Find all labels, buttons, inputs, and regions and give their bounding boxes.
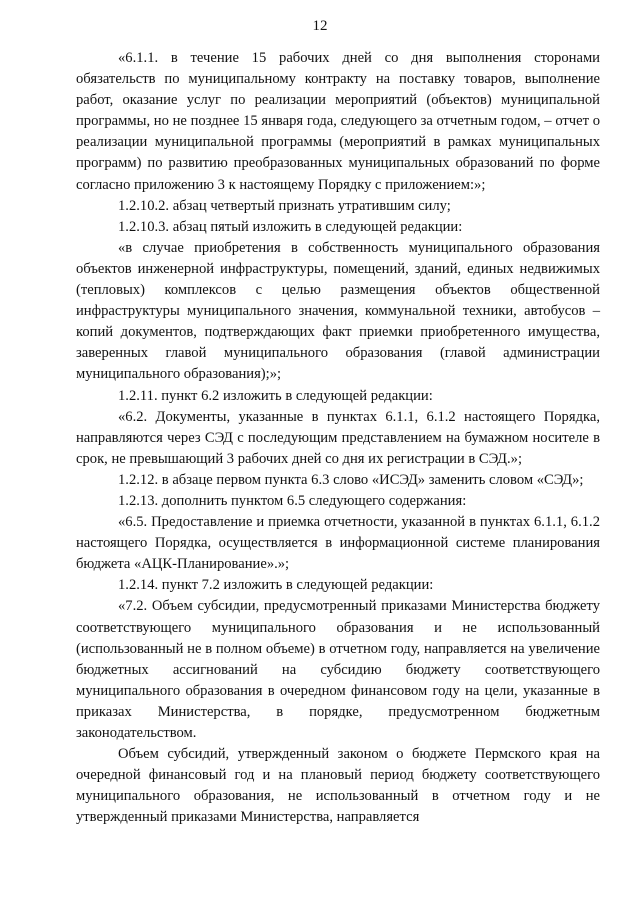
paragraph-7-2: «7.2. Объем субсидии, предусмотренный приказами Министерства бюджету соответствующего муниципального образования и не использованный (использованный не в полном объеме) в отчетном году, направляется на увеличение бюджетных ассигнований на субсидию бюджету соответствующего муниципального образования в очередном финансовом году на цели, указанные в приказах Министерства, в порядке, предусмотренном бюджетным законодательством. xyxy=(76,598,600,741)
paragraph-quote-acquisition: «в случае приобретения в собственность муниципального образования объектов инженерной инфраструктуры, помещений, зданий, единых недвижимых (тепловых) комплексов с целью размещения объектов общественной инфраструктуры муниципального значения, коммунальной техники, автобусов – копий документов, подтверждающих факт приемки приобретенного имущества, заверенных главой муниципального образования (главой администрации муниципального образования);»; xyxy=(76,239,600,383)
paragraph-1-2-11: 1.2.11. пункт 6.2 изложить в следующей редакции: xyxy=(118,387,433,404)
paragraph-subsidy-volume: Объем субсидий, утвержденный законом о бюджете Пермского края на очередной финансовый год и на плановый период бюджету соответствующего муниципального образования, не использованный в отчетном году и не утвержденный приказами Министерства, направляется xyxy=(76,746,600,826)
paragraph-1-2-14: 1.2.14. пункт 7.2 изложить в следующей редакции: xyxy=(118,577,434,594)
paragraph-1-2-12: 1.2.12. в абзаце первом пункта 6.3 слово «ИСЭД» заменить словом «СЭД»; xyxy=(118,471,584,488)
paragraph-1-2-10-2: 1.2.10.2. абзац четвертый признать утратившим силу; xyxy=(118,197,451,214)
document-body xyxy=(76,48,600,828)
paragraph-1-2-13: 1.2.13. дополнить пунктом 6.5 следующего содержания: xyxy=(118,492,467,509)
paragraph-1-2-10-3: 1.2.10.3. абзац пятый изложить в следующей редакции: xyxy=(118,218,463,235)
paragraph-6-5: «6.5. Предоставление и приемка отчетности, указанной в пунктах 6.1.1, 6.1.2 настоящего Порядка, осуществляется в информационной системе планирования бюджета «АЦК-Планирование».»; xyxy=(76,514,600,573)
page-number: 12 xyxy=(312,18,328,34)
paragraph-6-2: «6.2. Документы, указанные в пунктах 6.1.1, 6.1.2 настоящего Порядка, направляются через СЭД с последующим представлением на бумажном носителе в срок, не превышающий 3 рабочих дней со дня их регистрации в СЭД.»; xyxy=(76,408,600,467)
paragraph-6-1-1: «6.1.1. в течение 15 рабочих дней со дня выполнения сторонами обязательств по муниципальному контракту на поставку товаров, выполнение работ, оказание услуг по реализации мероприятий (объектов) муниципальной программы, но не позднее 15 января года, следующего за отчетным годом, – отчет о реализации муниципальной программы (мероприятий в рамках муниципальных программ) по развитию преобразованных муниципальных образований по форме согласно приложению 3 к настоящему Порядку с приложением:»; xyxy=(76,50,600,193)
